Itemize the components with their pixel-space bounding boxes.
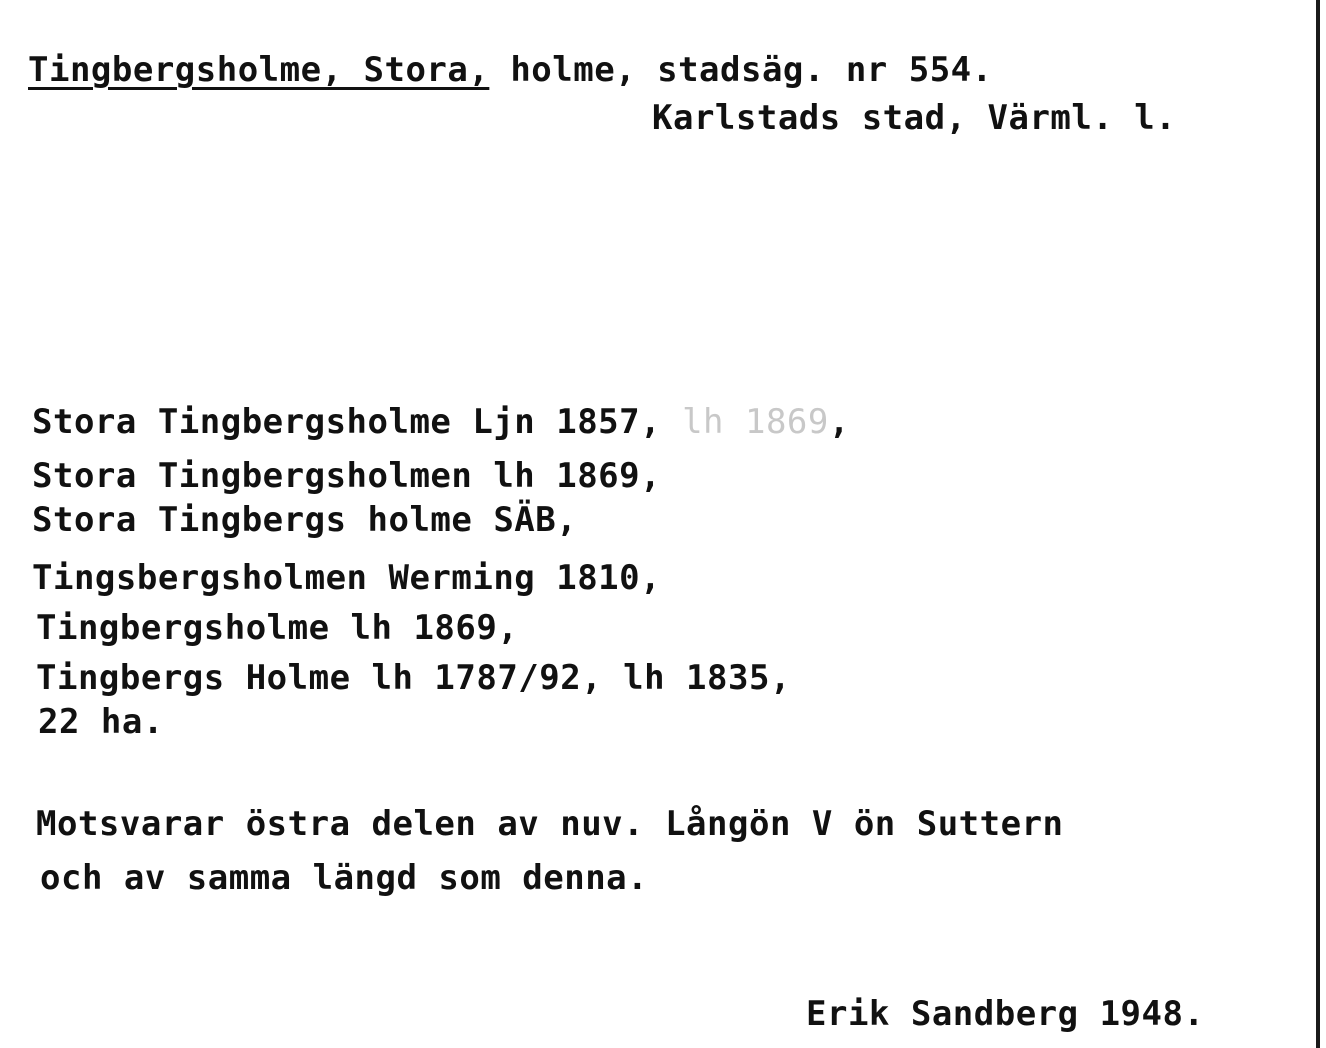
card-title-line <box>28 50 993 90</box>
signature: Erik Sandberg 1948. <box>806 994 1205 1034</box>
note-line-2: och av samma längd som denna. <box>40 858 649 898</box>
form-line-1-end: , <box>828 402 850 442</box>
form-line-1 <box>32 402 850 442</box>
card-location: Karlstads stad, Värml. l. <box>652 98 1177 138</box>
form-line-2: Stora Tingbergsholmen lh 1869, <box>32 456 662 496</box>
form-line-7: 22 ha. <box>38 702 164 742</box>
card-title-rest: holme, stadsäg. nr 554. <box>489 50 993 90</box>
form-line-6: Tingbergs Holme lh 1787/92, lh 1835, <box>36 658 791 698</box>
note-line-1: Motsvarar östra delen av nuv. Långön V ön Suttern <box>36 804 1064 844</box>
form-line-3: Stora Tingbergs holme SÄB, <box>32 500 578 540</box>
form-line-4: Tingsbergsholmen Werming 1810, <box>32 558 662 598</box>
form-line-1-main: Stora Tingbergsholme Ljn 1857, <box>32 402 662 442</box>
form-line-5: Tingbergsholme lh 1869, <box>36 608 519 648</box>
card-edge-line <box>1316 0 1320 1048</box>
card-title-underlined: Tingbergsholme, Stora, <box>28 50 490 90</box>
form-line-1-faded: lh 1869 <box>661 402 829 442</box>
